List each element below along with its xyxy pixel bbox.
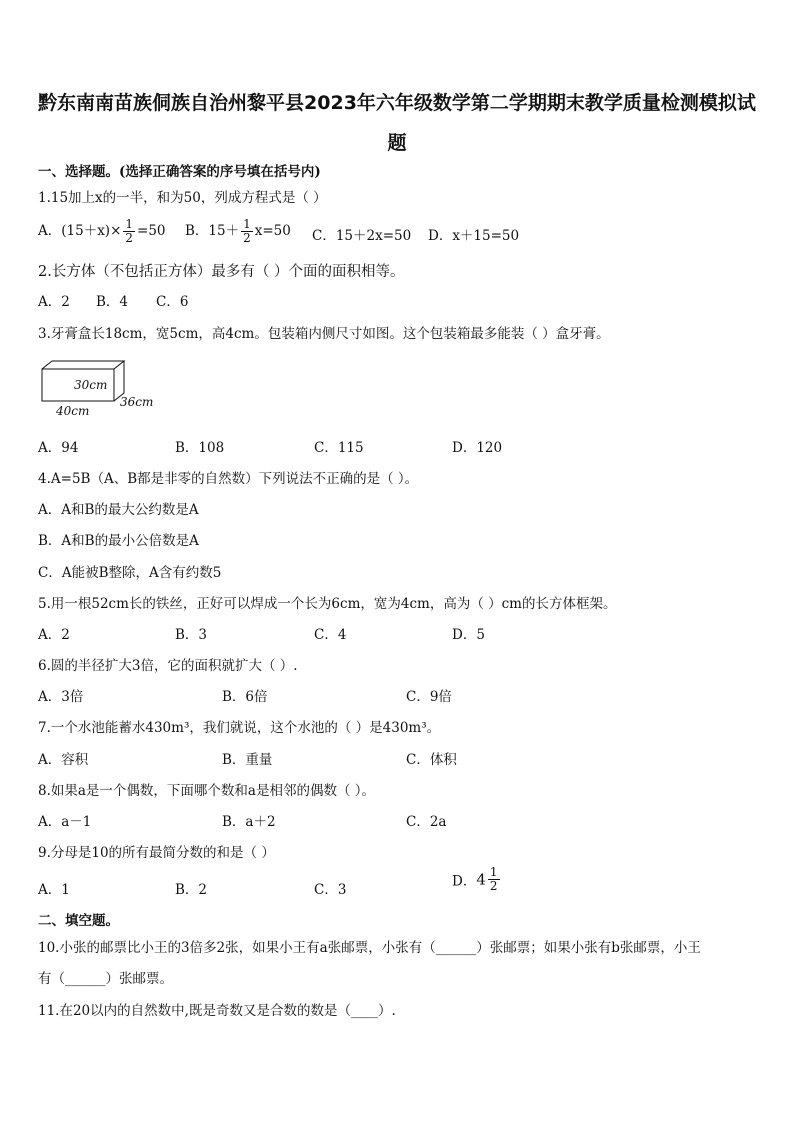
question-1-stem: 1.15加上x的一半，和为50，列成方程式是（ ） (38, 190, 327, 206)
question-1-option-b: B．15＋ $\frac{1}{2}$ x=50 (185, 217, 291, 245)
question-4-option-a: A．A和B的最大公约数是A (38, 502, 199, 518)
question-1-option-a: A．(15＋x)× $\frac{1}{2}$ =50 (38, 217, 166, 245)
section-heading-fill: 二、填空题。 (38, 913, 119, 929)
question-6-option-b: B．6倍 (222, 689, 268, 705)
question-6-option-a: A．3倍 (38, 689, 84, 705)
question-2-option-a: A．2 (38, 294, 70, 310)
question-7-option-c: C．体积 (406, 752, 457, 768)
question-2-option-c: C．6 (156, 294, 189, 310)
question-3-stem: 3.牙膏盒长18cm，宽5cm，高4cm。包装箱内侧尺寸如图。这个包装箱最多能装（ ）盒牙膏。 (38, 326, 610, 342)
page-title-line1: 黔东南南苗族侗族自治州黎平县2023年六年级数学第二学期期末教学质量检测模拟试 (38, 92, 756, 114)
question-4-option-b: B．A和B的最小公倍数是A (38, 533, 199, 549)
box-diagram (38, 356, 168, 426)
question-2-option-b: B．4 (96, 294, 129, 310)
question-9-option-a: A．1 (38, 882, 70, 898)
question-5-option-a: A．2 (38, 627, 70, 643)
question-3-option-d: D．120 (452, 440, 503, 456)
question-10-line2: 有（______）张邮票。 (38, 971, 173, 987)
question-9-option-c: C．3 (314, 882, 347, 898)
question-5-option-c: C．4 (314, 627, 347, 643)
page-title-line2: 题 (387, 132, 407, 154)
box-label-side: 36cm (120, 395, 154, 409)
question-6-option-c: C．9倍 (406, 689, 452, 705)
question-7-stem: 7.一个水池能蓄水430m³，我们就说，这个水池的（ ）是430m³。 (38, 720, 441, 736)
question-1-option-c: C．15＋2x=50 (312, 228, 412, 244)
section-heading-choice: 一、选择题。(选择正确答案的序号填在括号内) (38, 164, 321, 180)
question-3-option-b: B．108 (175, 440, 225, 456)
question-9-stem: 9.分母是10的所有最简分数的和是（ ） (38, 845, 275, 861)
question-8-option-b: B．a＋2 (222, 814, 276, 830)
box-label-top: 30cm (74, 378, 108, 392)
question-9-option-b: B．2 (175, 882, 208, 898)
question-1-option-d: D．x＋15=50 (428, 228, 520, 244)
question-5-stem: 5.用一根52cm长的铁丝，正好可以焊成一个长为6cm，宽为4cm，高为（ ）cm的长方体框架。 (38, 596, 617, 612)
fraction: $\frac{1}{2}$ (489, 865, 498, 893)
question-8-option-c: C．2a (406, 814, 447, 830)
question-6-stem: 6.圆的半径扩大3倍，它的面积就扩大（ ）. (38, 658, 298, 674)
box-label-bottom: 40cm (56, 404, 90, 418)
question-5-option-b: B．3 (175, 627, 208, 643)
question-3-option-a: A．94 (38, 440, 79, 456)
question-5-option-d: D．5 (452, 627, 485, 643)
question-9-option-d: D．4 $\frac{1}{2}$ (452, 865, 498, 893)
question-3-option-c: C．115 (314, 440, 364, 456)
question-8-option-a: A．a－1 (38, 814, 92, 830)
question-4-stem: 4.A=5B（A、B都是非零的自然数）下列说法不正确的是（ ）。 (38, 471, 419, 487)
question-2-stem: 2.长方体（不包括正方体）最多有（ ）个面的面积相等。 (38, 264, 405, 280)
question-4-option-c: C．A能被B整除，A含有约数5 (38, 565, 222, 581)
question-11: 11.在20以内的自然数中,既是奇数又是合数的数是（____）. (38, 1003, 396, 1019)
question-7-option-b: B．重量 (222, 752, 273, 768)
box-top-face (42, 361, 124, 369)
question-7-option-a: A．容积 (38, 752, 89, 768)
question-8-stem: 8.如果a是一个偶数，下面哪个数和a是相邻的偶数（ ）。 (38, 783, 376, 799)
fraction: $\frac{1}{2}$ (125, 217, 134, 245)
fraction: $\frac{1}{2}$ (243, 217, 251, 245)
question-10-line1: 10.小张的邮票比小王的3倍多2张，如果小王有a张邮票，小张有（______）张邮票；如果小张有b张邮票，小王 (38, 940, 701, 956)
